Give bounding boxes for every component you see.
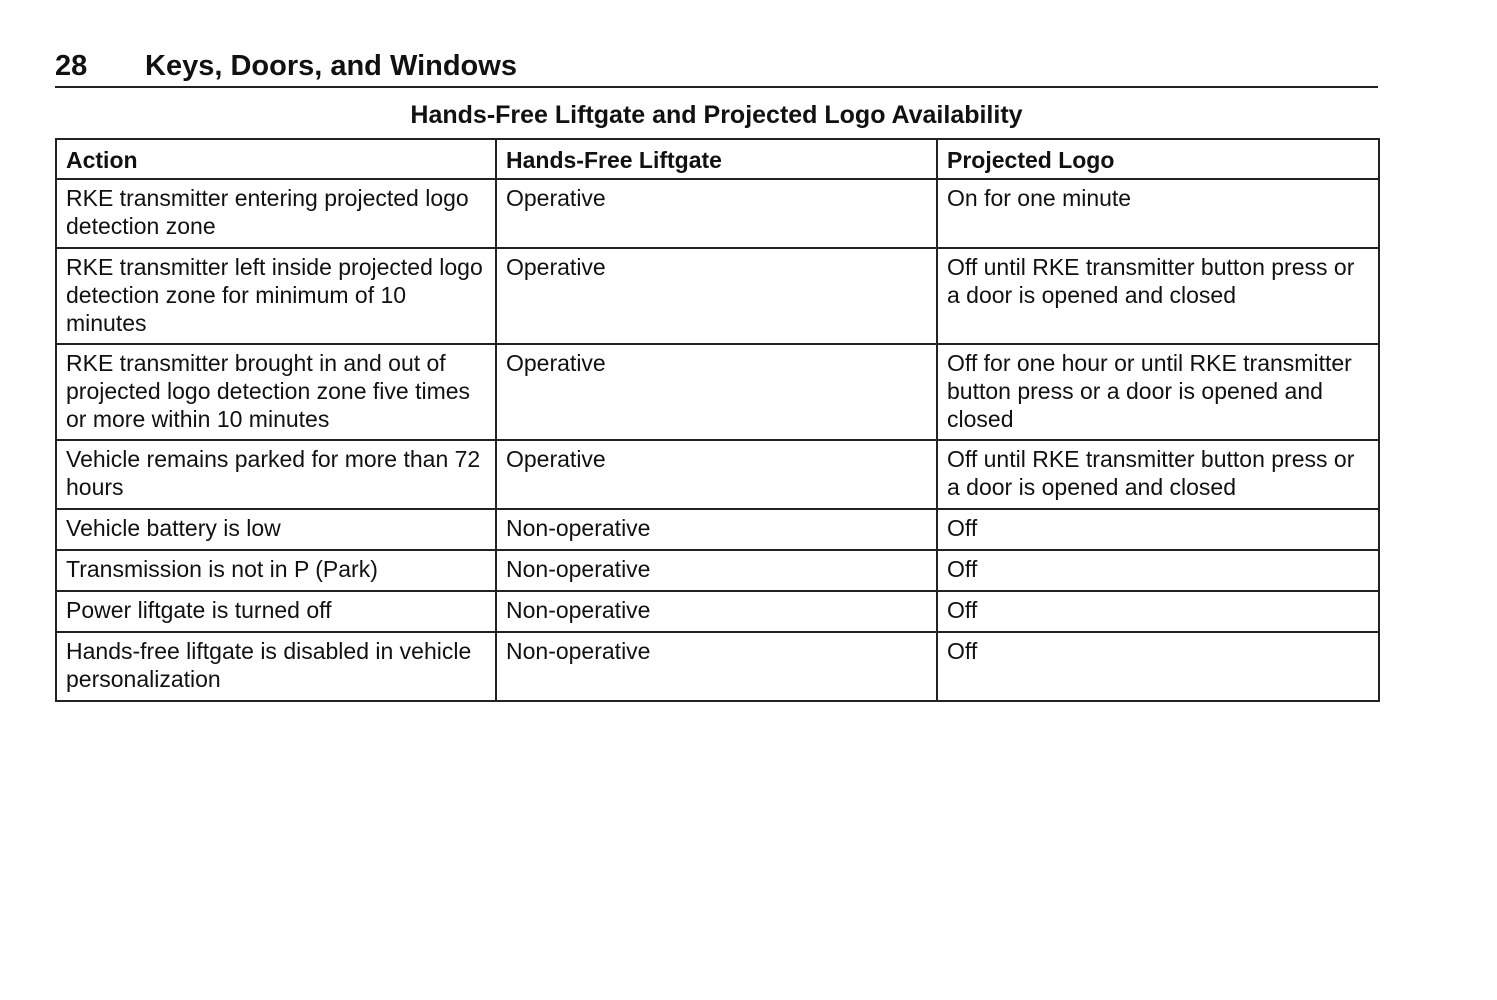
table-title: Hands-Free Liftgate and Projected Logo Availability — [410, 101, 1023, 129]
logo-cell: Off until RKE transmitter button press or a door is opened and closed — [937, 248, 1379, 344]
page-header — [55, 48, 1378, 88]
action-cell: Power liftgate is turned off — [56, 591, 496, 632]
table-row — [56, 440, 1379, 509]
column-header-hands-free-liftgate: Hands-Free Liftgate — [496, 139, 937, 179]
action-cell: Hands-free liftgate is disabled in vehicle personalization — [56, 632, 496, 701]
liftgate-cell: Non-operative — [496, 632, 937, 701]
liftgate-cell: Operative — [496, 440, 937, 509]
column-header-projected-logo: Projected Logo — [937, 139, 1379, 179]
column-header-action: Action — [56, 139, 496, 179]
logo-cell: Off — [937, 509, 1379, 550]
table-row — [56, 632, 1379, 701]
table-row — [56, 591, 1379, 632]
availability-table — [55, 138, 1380, 702]
logo-cell: Off for one hour or until RKE transmitter button press or a door is opened and closed — [937, 344, 1379, 440]
logo-cell: Off until RKE transmitter button press or a door is opened and closed — [937, 440, 1379, 509]
action-cell: RKE transmitter left inside projected logo detection zone for minimum of 10 minutes — [56, 248, 496, 344]
table-row — [56, 344, 1379, 440]
liftgate-cell: Operative — [496, 179, 937, 248]
section-title: Keys, Doors, and Windows — [145, 50, 517, 82]
liftgate-cell: Non-operative — [496, 509, 937, 550]
action-cell: Vehicle battery is low — [56, 509, 496, 550]
action-cell: RKE transmitter brought in and out of projected logo detection zone five times or more within 10 minutes — [56, 344, 496, 440]
action-cell: Vehicle remains parked for more than 72 hours — [56, 440, 496, 509]
table-header-row — [56, 139, 1379, 179]
table-row — [56, 550, 1379, 591]
action-cell: Transmission is not in P (Park) — [56, 550, 496, 591]
table-row — [56, 179, 1379, 248]
table-row — [56, 509, 1379, 550]
liftgate-cell: Non-operative — [496, 550, 937, 591]
liftgate-cell: Operative — [496, 344, 937, 440]
page-number: 28 — [55, 50, 88, 82]
logo-cell: Off — [937, 632, 1379, 701]
logo-cell: Off — [937, 550, 1379, 591]
logo-cell: Off — [937, 591, 1379, 632]
table-row — [56, 248, 1379, 344]
logo-cell: On for one minute — [937, 179, 1379, 248]
liftgate-cell: Operative — [496, 248, 937, 344]
liftgate-cell: Non-operative — [496, 591, 937, 632]
action-cell: RKE transmitter entering projected logo detection zone — [56, 179, 496, 248]
